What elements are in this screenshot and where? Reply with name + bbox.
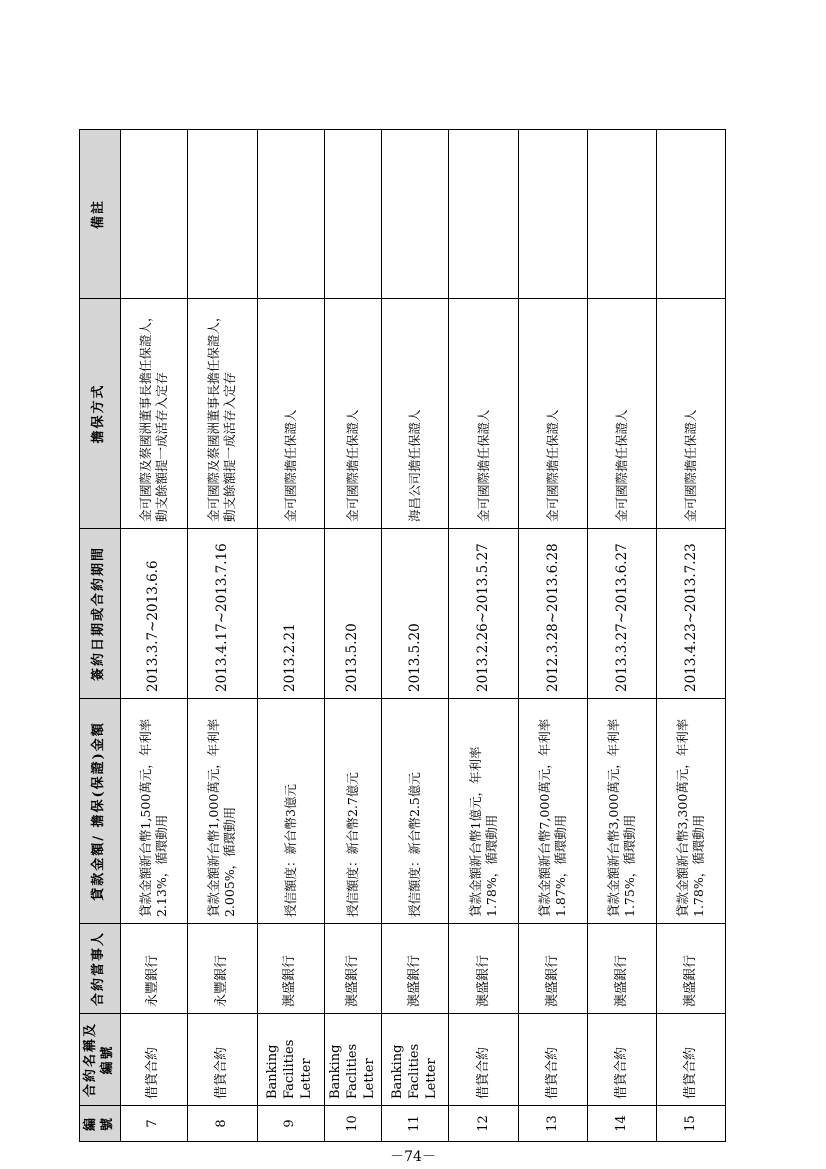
cell-period: 2013.5.20 bbox=[382, 529, 449, 699]
cell-guarantee: 金可國際擔任保證人 bbox=[324, 299, 382, 529]
cell-name: Banking Faclities Letter bbox=[382, 1014, 449, 1106]
cell-no: 12 bbox=[449, 1106, 519, 1142]
table-row bbox=[449, 130, 519, 1142]
cell-name: 借貸合約 bbox=[120, 1014, 187, 1106]
contracts-table bbox=[79, 129, 726, 1142]
page-number: －74－ bbox=[390, 1149, 436, 1165]
table-row bbox=[519, 130, 588, 1142]
cell-no: 13 bbox=[519, 1106, 588, 1142]
cell-name: Banking Facilities Letter bbox=[257, 1014, 324, 1106]
cell-amount: 貸款金額新台幣3,300萬元，年利率1.78%，循環動用 bbox=[657, 699, 726, 924]
cell-amount: 貸款金額新台幣1,500萬元，年利率2.13%，循環動用 bbox=[120, 699, 187, 924]
cell-party: 澳盛銀行 bbox=[588, 924, 657, 1014]
cell-no: 10 bbox=[324, 1106, 382, 1142]
cell-amount: 授信額度：新台幣2.5億元 bbox=[382, 699, 449, 924]
cell-no: 14 bbox=[588, 1106, 657, 1142]
cell-note bbox=[588, 130, 657, 299]
cell-period: 2013.5.20 bbox=[324, 529, 382, 699]
cell-guarantee: 金可國際擔任保證人 bbox=[257, 299, 324, 529]
cell-guarantee: 海昌公司擔任保證人 bbox=[382, 299, 449, 529]
rotated-table-container bbox=[79, 130, 720, 1142]
cell-amount: 貸款金額新台幣3,000萬元，年利率1.75%，循環動用 bbox=[588, 699, 657, 924]
cell-guarantee: 金可國際及蔡國洲董事長擔任保證人，動支餘額提一成活存入定存 bbox=[187, 299, 257, 529]
cell-name: Banking Faclities Letter bbox=[324, 1014, 382, 1106]
cell-no: 11 bbox=[382, 1106, 449, 1142]
table-row bbox=[588, 130, 657, 1142]
header-note: 備註 bbox=[80, 130, 121, 299]
cell-note bbox=[519, 130, 588, 299]
cell-party: 澳盛銀行 bbox=[382, 924, 449, 1014]
cell-name: 借貸合約 bbox=[657, 1014, 726, 1106]
table-row bbox=[657, 130, 726, 1142]
table-row bbox=[257, 130, 324, 1142]
cell-note bbox=[382, 130, 449, 299]
header-guarantee: 擔保方式 bbox=[80, 299, 121, 529]
cell-note bbox=[657, 130, 726, 299]
cell-period: 2013.2.26~2013.5.27 bbox=[449, 529, 519, 699]
cell-name: 借貸合約 bbox=[187, 1014, 257, 1106]
cell-party: 澳盛銀行 bbox=[657, 924, 726, 1014]
cell-amount: 貸款金額新台幣7,000萬元，年利率1.87%，循環動用 bbox=[519, 699, 588, 924]
table-row bbox=[120, 130, 187, 1142]
cell-period: 2012.3.28~2013.6.28 bbox=[519, 529, 588, 699]
header-name: 合約名稱及編號 bbox=[80, 1014, 121, 1106]
cell-guarantee: 金可國際擔任保證人 bbox=[657, 299, 726, 529]
header-no: 編號 bbox=[80, 1106, 121, 1142]
cell-no: 8 bbox=[187, 1106, 257, 1142]
cell-period: 2013.4.23~2013.7.23 bbox=[657, 529, 726, 699]
cell-guarantee: 金可國際擔任保證人 bbox=[449, 299, 519, 529]
table-row bbox=[324, 130, 382, 1142]
cell-amount: 授信額度：新台幣2.7億元 bbox=[324, 699, 382, 924]
cell-party: 澳盛銀行 bbox=[519, 924, 588, 1014]
cell-guarantee: 金可國際擔任保證人 bbox=[588, 299, 657, 529]
cell-note bbox=[324, 130, 382, 299]
cell-period: 2013.2.21 bbox=[257, 529, 324, 699]
cell-party: 永豐銀行 bbox=[120, 924, 187, 1014]
table-row bbox=[382, 130, 449, 1142]
cell-party: 澳盛銀行 bbox=[257, 924, 324, 1014]
cell-note bbox=[257, 130, 324, 299]
header-amount: 貸款金額/ 擔保(保證)金額 bbox=[80, 699, 121, 924]
cell-period: 2013.3.7~2013.6.6 bbox=[120, 529, 187, 699]
cell-name: 借貸合約 bbox=[519, 1014, 588, 1106]
cell-name: 借貸合約 bbox=[588, 1014, 657, 1106]
cell-guarantee: 金可國際擔任保證人 bbox=[519, 299, 588, 529]
cell-party: 澳盛銀行 bbox=[449, 924, 519, 1014]
cell-period: 2013.3.27~2013.6.27 bbox=[588, 529, 657, 699]
cell-note bbox=[187, 130, 257, 299]
cell-no: 15 bbox=[657, 1106, 726, 1142]
cell-party: 永豐銀行 bbox=[187, 924, 257, 1014]
cell-amount: 貸款金額新台幣1,000萬元，年利率2.005%，循環動用 bbox=[187, 699, 257, 924]
cell-amount: 授信額度：新台幣3億元 bbox=[257, 699, 324, 924]
header-party: 合約當事人 bbox=[80, 924, 121, 1014]
cell-period: 2013.4.17~2013.7.16 bbox=[187, 529, 257, 699]
table-header-row bbox=[80, 130, 121, 1142]
cell-name: 借貸合約 bbox=[449, 1014, 519, 1106]
cell-guarantee: 金可國際及蔡國洲董事長擔任保證人，動支餘額提一成活存入定存 bbox=[120, 299, 187, 529]
cell-no: 9 bbox=[257, 1106, 324, 1142]
header-period: 簽約日期或合約期間 bbox=[80, 529, 121, 699]
cell-no: 7 bbox=[120, 1106, 187, 1142]
cell-note bbox=[120, 130, 187, 299]
table-row bbox=[187, 130, 257, 1142]
cell-party: 澳盛銀行 bbox=[324, 924, 382, 1014]
cell-amount: 貸款金額新台幣1億元，年利率1.78%，循環動用 bbox=[449, 699, 519, 924]
cell-note bbox=[449, 130, 519, 299]
